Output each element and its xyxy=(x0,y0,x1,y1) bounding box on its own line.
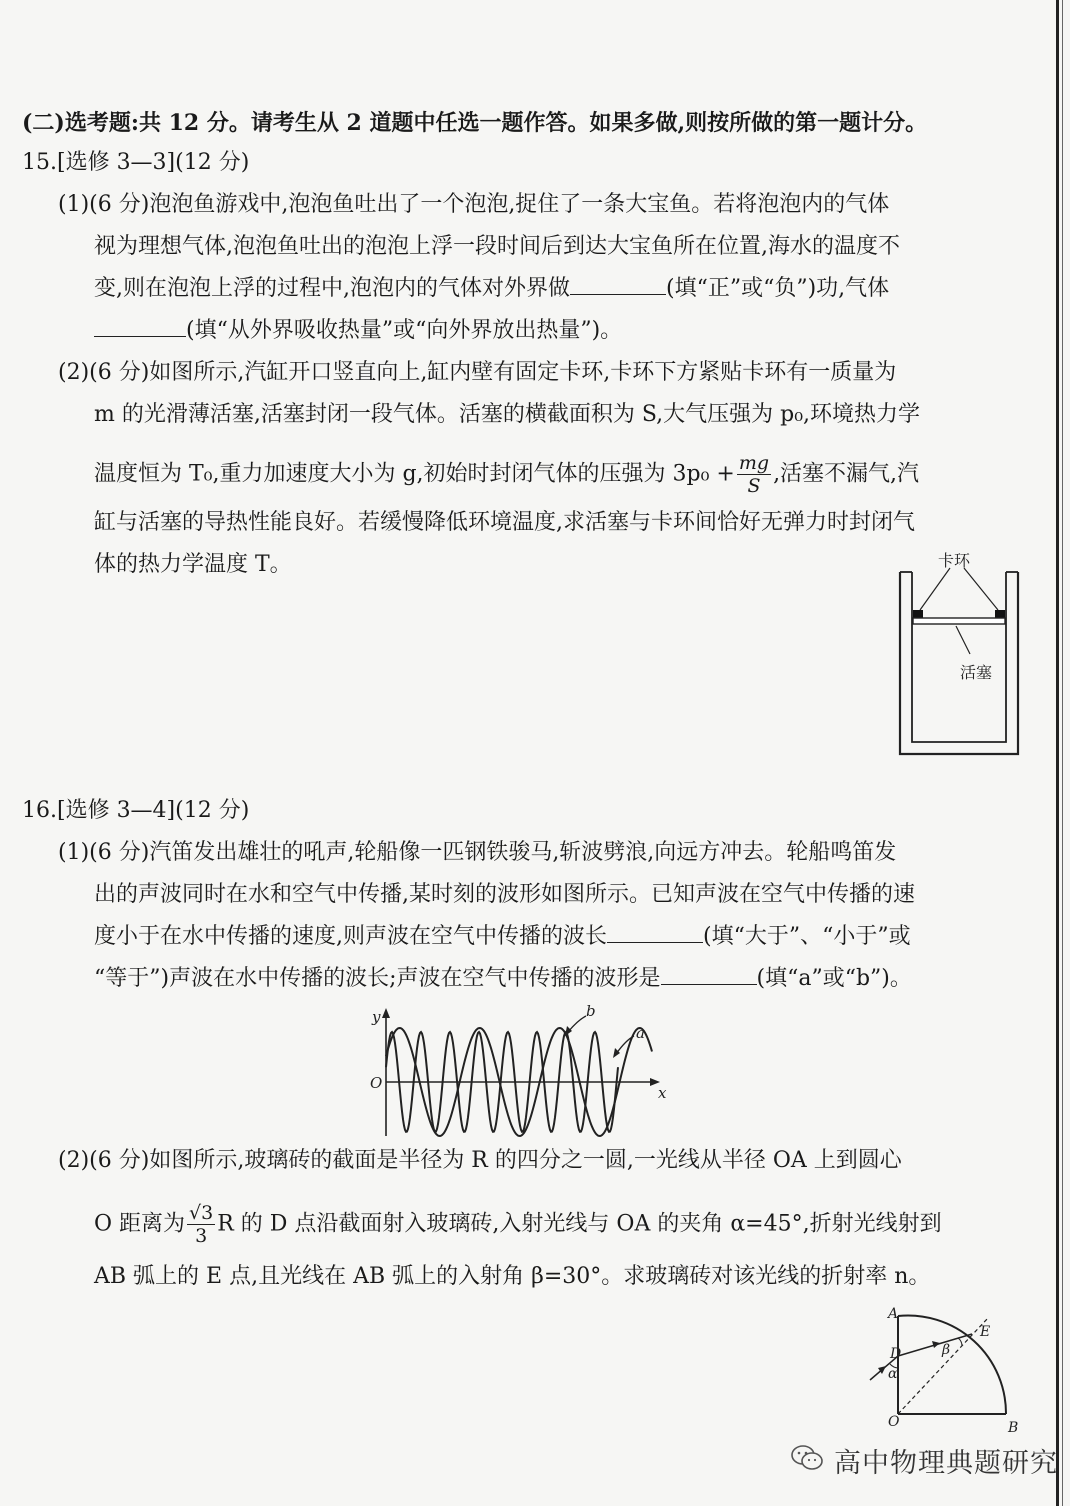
q16-part2-line2-tail: R 的 D 点沿截面射入玻璃砖,入射光线与 OA 的夹角 α=45°,折射光线射到 xyxy=(217,1211,942,1237)
ring-label: 卡环 xyxy=(938,551,971,570)
q15-part2-line1: (2)(6 分)如图所示,汽缸开口竖直向上,缸内壁有固定卡环,卡环下方紧贴卡环有一质量为 xyxy=(58,360,897,385)
point-d-label: D xyxy=(890,1346,902,1362)
y-axis-label: y xyxy=(372,1008,381,1026)
answer-blank[interactable] xyxy=(607,941,703,943)
q15-part1-line3-text: 变,则在泡泡上浮的过程中,泡泡内的气体对外界做 xyxy=(94,276,570,301)
point-o-label: O xyxy=(888,1414,900,1430)
piston xyxy=(913,618,1005,624)
q15-part2-line5: 体的热力学温度 T。 xyxy=(94,552,292,577)
q15-part2-line3-text: 温度恒为 T₀,重力加速度大小为 g,初始时封闭气体的压强为 3p₀ + xyxy=(94,461,735,487)
wave-b-label: b xyxy=(586,1002,596,1020)
ring-left xyxy=(913,610,923,618)
q16-part1-line4-tail: (填“a”或“b”)。 xyxy=(756,966,912,991)
q15-part2-line4: 缸与活塞的导热性能良好。若缓慢降低环境温度,求活塞与卡环间恰好无弹力时封闭气 xyxy=(94,510,915,535)
fraction-denominator: 3 xyxy=(195,1225,208,1247)
wave-figure xyxy=(360,1002,680,1142)
q15-part2-line2: m 的光滑薄活塞,活塞封闭一段气体。活塞的横截面积为 S,大气压强为 p₀,环境热力学 xyxy=(94,402,921,427)
distance-fraction xyxy=(187,1202,215,1247)
answer-blank[interactable] xyxy=(661,983,757,985)
point-e-label: E xyxy=(980,1324,991,1340)
q15-part1-line3 xyxy=(94,274,889,304)
page-edge-shadow xyxy=(1062,0,1063,1506)
angle-beta-label: β xyxy=(942,1342,951,1358)
point-a-label: A xyxy=(888,1306,899,1322)
q16-part2-line3: AB 弧上的 E 点,且光线在 AB 弧上的入射角 β=30°。求玻璃砖对该光线的折射率 n。 xyxy=(94,1264,931,1289)
q16-part1-line1: (1)(6 分)汽笛发出雄壮的吼声,轮船像一匹钢铁骏马,斩波劈浪,向远方冲去。轮船鸣笛发 xyxy=(58,840,897,865)
q15-part1-line1: (1)(6 分)泡泡鱼游戏中,泡泡鱼吐出了一个泡泡,捉住了一条大宝鱼。若将泡泡内的气体 xyxy=(58,192,890,217)
fraction-numerator: √3 xyxy=(189,1202,214,1224)
answer-blank[interactable] xyxy=(570,293,666,295)
q16-part1-line4 xyxy=(94,964,912,994)
q15-part1-line4-text: (填“从外界吸收热量”或“向外界放出热量”)。 xyxy=(186,318,623,343)
q15-part1-line3-tail: (填“正”或“负”)功,气体 xyxy=(666,276,890,301)
origin-label: O xyxy=(370,1074,383,1092)
x-axis-label: x xyxy=(658,1084,667,1102)
watermark xyxy=(790,1442,1058,1478)
q16-part2-line2-text: O 距离为 xyxy=(94,1211,186,1237)
q16-part1-line4-text: “等于”)声波在水中传播的波长;声波在空气中传播的波形是 xyxy=(94,966,661,991)
q15-part2-line3-tail: ,活塞不漏气,汽 xyxy=(773,461,920,487)
fraction-numerator: mg xyxy=(738,452,770,474)
q15-part1-line4 xyxy=(94,316,622,346)
q16-part1-line3 xyxy=(94,922,911,952)
point-b-label: B xyxy=(1008,1420,1019,1436)
ring-right xyxy=(995,610,1005,618)
cylinder-figure xyxy=(890,548,1030,760)
answer-blank[interactable] xyxy=(94,335,186,337)
q16-part1-line2: 出的声波同时在水和空气中传播,某时刻的波形如图所示。已知声波在空气中传播的速 xyxy=(94,882,915,907)
q16-part1-line3-tail: (填“大于”、“小于”或 xyxy=(703,924,911,949)
section-header: (二)选考题:共 12 分。请考生从 2 道题中任选一题作答。如果多做,则按所做的第一题计分。 xyxy=(22,110,928,136)
q15-title: 15.[选修 3—3](12 分) xyxy=(22,150,250,175)
angle-alpha-label: α xyxy=(888,1366,898,1382)
q16-part2-line1: (2)(6 分)如图所示,玻璃砖的截面是半径为 R 的四分之一圆,一光线从半径 OA 上到圆心 xyxy=(58,1148,902,1173)
piston-label: 活塞 xyxy=(960,663,993,682)
q15-part1-line2: 视为理想气体,泡泡鱼吐出的泡泡上浮一段时间后到达大宝鱼所在位置,海水的温度不 xyxy=(94,234,900,259)
watermark-text: 高中物理典题研究 xyxy=(834,1447,1058,1479)
q15-part2-line3 xyxy=(94,452,919,497)
q16-part2-line2 xyxy=(94,1202,942,1247)
wechat-icon xyxy=(790,1443,824,1477)
q16-title: 16.[选修 3—4](12 分) xyxy=(22,798,250,823)
quarter-circle-figure xyxy=(860,1306,1030,1440)
q16-part1-line3-text: 度小于在水中传播的速度,则声波在空气中传播的波长 xyxy=(94,924,607,949)
wave-a-label: a xyxy=(636,1024,645,1042)
page-edge xyxy=(1056,0,1059,1506)
pressure-fraction xyxy=(737,452,771,497)
fraction-denominator: S xyxy=(747,475,761,497)
